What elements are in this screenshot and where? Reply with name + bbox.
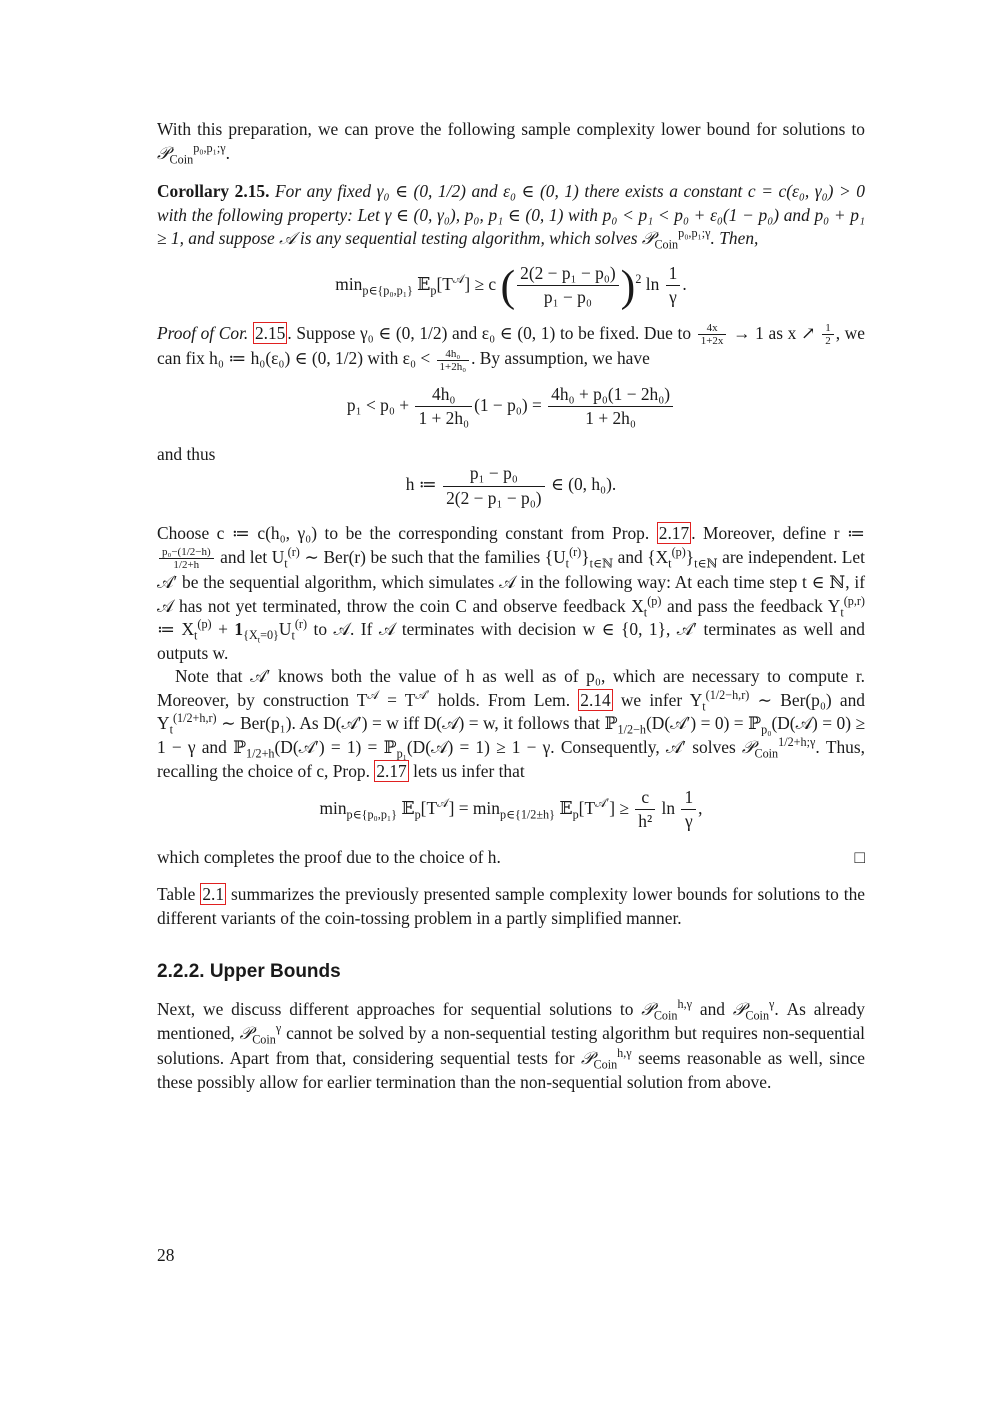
- ref-cor-2-15[interactable]: 2.15: [254, 322, 286, 343]
- equation-corollary: $\min_{p\in\{p_0,p_1\}}$ $𝔼_p[T^𝒜] \ge c$ ( $\frac{\text{2(2 − p₁ − p₀)}}{\text{p₁ − p₀}}$ )$^2$ ln $\frac{1}{\gamma}$ .: [335, 260, 687, 310]
- completes-paragraph: which completes the proof due to the choice of h. □: [157, 846, 865, 870]
- and-thus-text: and thus: [157, 443, 216, 464]
- upper-bounds-paragraph: Next, we discuss different approaches for sequential solutions to 𝒫$_{Coin}^{h,\gamma}$ and 𝒫$_{Coin}^\gamma$. As already mentioned, 𝒫$_{Coin}^\gamma$ cannot be solved by a non-sequential testing algorithm but requires non-sequential solutions. Apart from that, considering sequential tests for 𝒫$_{Coin}^{h,\gamma}$ seems reasonable as well, since these possibly allow for earlier termination than the non-sequential solution from above.: [157, 996, 865, 1092]
- ref-lem-2-14[interactable]: 2.14: [580, 689, 611, 710]
- corollary-2-15: Corollary 2.15. For any fixed γ₀ ∈ (0, 1/2) and ε₀ ∈ (0, 1) there exists a constant c = c(ε₀, γ₀) > 0 with the following property: Let γ ∈ (0, γ₀), p₀, p₁ ∈ (0, 1) with p₀ < p₁ < p₀ + ε₀(1 − p₀) and p₀ + p₁ ≥ 1, and suppose 𝒜 is any sequential testing algorithm, which solves 𝒫$_{Coin}^{p_0,p_1;\gamma}$. Then,: [157, 181, 865, 252]
- page-body: [157, 118, 865, 1095]
- proof-paragraph: Proof of Cor. 2.15 . Suppose γ₀ ∈ (0, 1/2) and ε₀ ∈ (0, 1) to be fixed. Due to $\frac{4x}{1+2x}$ → 1 as x ↗ $\frac{1}{2}$ , we can fix h₀ ≔ h₀(ε₀) ∈ (0, 1/2) with ε₀ < $\frac{\text{4h₀}}{\text{1+2h₀}}$ . By assumption, we have: [157, 322, 865, 373]
- table-paragraph: Table 2.1 summarizes the previously presented sample complexity lower bounds for solutions to the different variants of the coin-tossing problem in a partly simplified manner.: [157, 884, 865, 928]
- ref-prop-2-17[interactable]: 2.17: [658, 523, 690, 543]
- equation-h-def: h ≔ $\frac{\text{p₁ − p₀}}{\text{2(2 − p₁ − p₀)}}$ ∈ (0, h₀).: [405, 463, 617, 508]
- page-number: 28: [157, 1245, 175, 1265]
- equation-final: $\min_{p\in\{p_0,p_1\}}$ $𝔼_p[T^𝒜] = \min_{p\in\{1/2\pm h\}}$ $𝔼_p[T^{𝒜'}]$ ≥ $\frac{c}{\text{h²}}$ ln $\frac{1}{\gamma}$ ,: [319, 786, 703, 831]
- qed-symbol: □: [854, 846, 865, 867]
- corollary-label: Corollary 2.15.: [157, 181, 270, 201]
- equation-p1-bound: p₁ < p₀ + $\frac{\text{4h₀}}{\text{1 + 2h₀}}$ (1 − p₀) = $\frac{\text{4h₀ + p₀(1 − 2h₀)}}{\text{1 + 2h₀}}$: [157, 383, 865, 431]
- section-heading: 2.2.2. Upper Bounds: [157, 961, 341, 982]
- note-paragraph: Note that 𝒜′ knows both the value of h as well as of p₀, which are necessary to compute r. Moreover, by construction $T^𝒜 = T^{𝒜'}$ holds. From Lem. 2.14 we infer $Y_t^{(1/2-h,r)}$ ∼ Ber(p₀) and $Y_t^{(1/2+h,r)}$ ∼ Ber(p₁). As D(𝒜′) = w iff D(𝒜) = w, it follows that ℙ$_{1/2-h}$(D(𝒜′) = 0) = ℙ$_{p_0}$(D(𝒜) = 0) ≥ 1 − γ and ℙ$_{1/2+h}$(D(𝒜′) = 1) = ℙ$_{p_1}$(D(𝒜) = 1) ≥ 1 − γ. Consequently, 𝒜′ solves 𝒫$_{Coin}^{1/2+h;\gamma}$. Thus, recalling the choice of c, Prop. 2.17 lets us infer that: [157, 666, 865, 781]
- ref-table-2-1[interactable]: 2.1: [202, 884, 225, 904]
- ref-prop-2-17-b[interactable]: 2.17: [376, 761, 407, 781]
- intro-paragraph: With this preparation, we can prove the following sample complexity lower bound for solutions to 𝒫$_{Coin}^{p_0,p_1;\gamma}$.: [157, 119, 865, 166]
- choose-paragraph: Choose c ≔ c(h₀, γ₀) to be the corresponding constant from Prop. 2.17 . Moreover, define r ≔ $\frac{\text{p₀−(1/2−h)}}{1/2+h}$ and let $U_t^{(r)}$ ∼ Ber(r) be such that the families $\{U_t^{(r)}\}_{t\in ℕ}$ and $\{X_t^{(p)}\}_{t\in ℕ}$ are independent. Let 𝒜′ be the sequential algorithm, which simulates 𝒜 in the following way: At each time step t ∈ ℕ, if 𝒜 has not yet terminated, throw the coin C and observe feedback $X_t^{(p)}$ and pass the feedback $Y_t^{(p,r)}$ ≔ $X_t^{(p)} + 1_{\{X_t=0\}}U_t^{(r)}$ to 𝒜. If 𝒜 terminates with decision w ∈ {0, 1}, 𝒜′ terminates as well and outputs w.: [157, 523, 865, 663]
